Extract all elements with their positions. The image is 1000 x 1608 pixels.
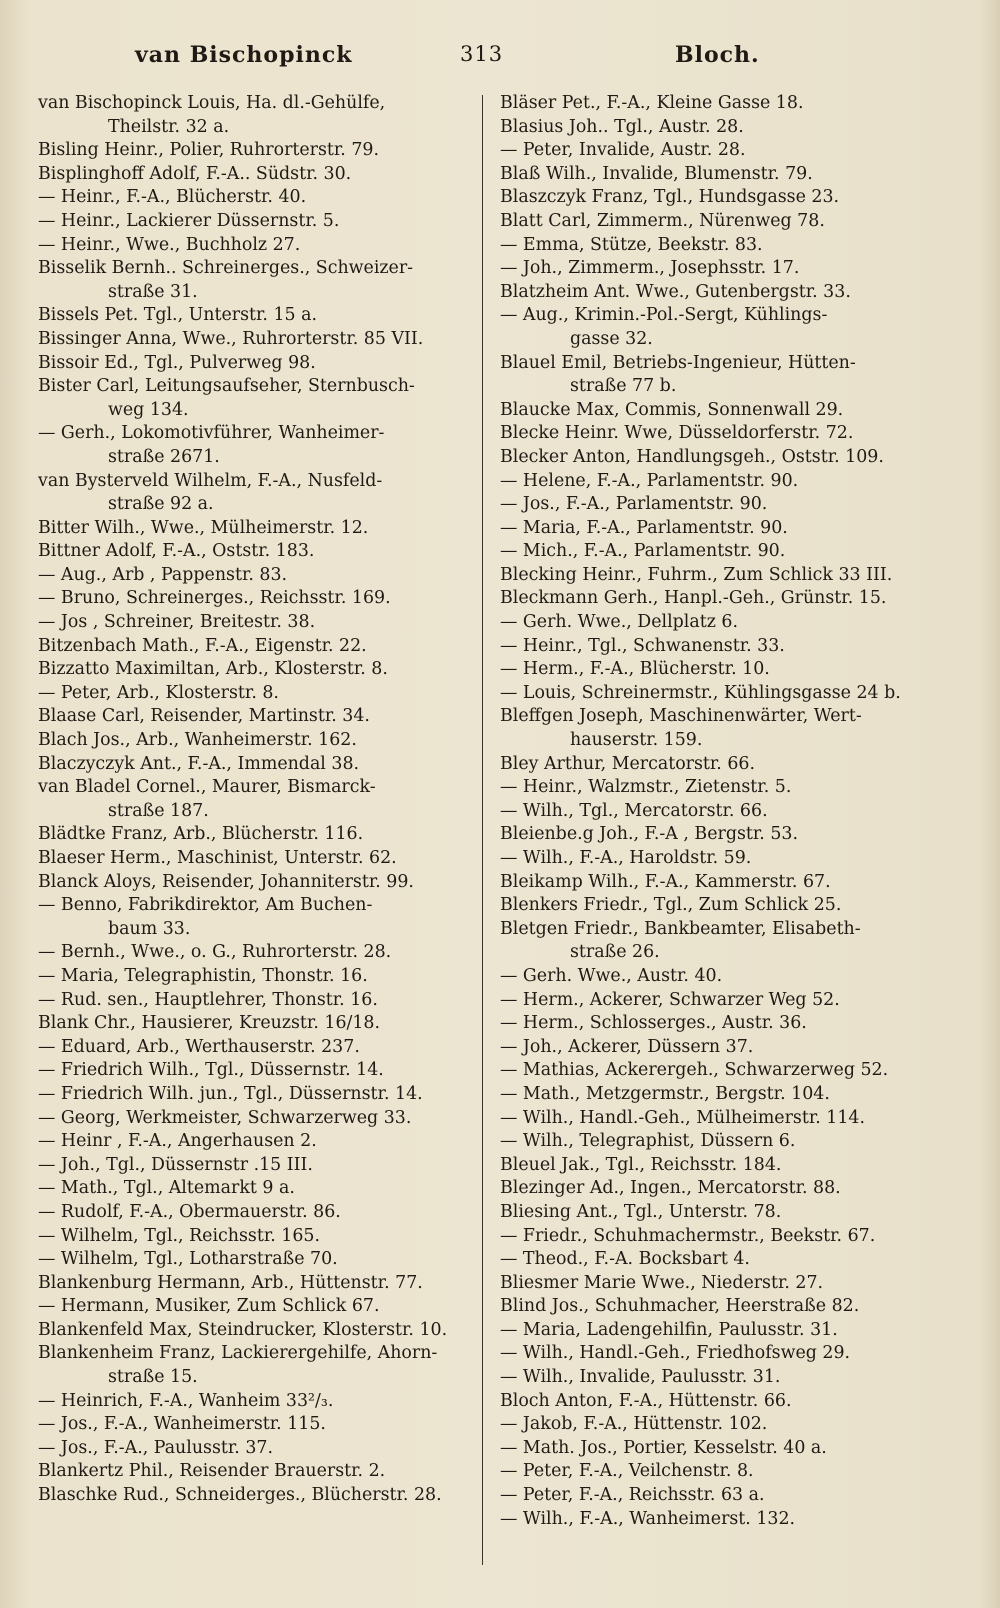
- entry-line: — Wilh., F.-A., Wanheimerst. 132.: [500, 1508, 796, 1529]
- directory-entry: [38, 540, 463, 564]
- entry-line: Bliesing Ant., Tgl., Unterstr. 78.: [500, 1201, 782, 1222]
- directory-entry: [38, 871, 463, 895]
- entry-line: Bletgen Friedr., Bankbeamter, Elisabeth-: [500, 918, 861, 939]
- directory-entry: [38, 1413, 463, 1437]
- directory-entry: [500, 446, 930, 470]
- entry-line: — Benno, Fabrikdirektor, Am Buchen-: [38, 895, 373, 916]
- directory-entry: [500, 989, 930, 1013]
- entry-line: Blind Jos., Schuhmacher, Heerstraße 82.: [500, 1296, 860, 1317]
- directory-entry: [500, 352, 930, 399]
- directory-entry: [500, 517, 930, 541]
- directory-entry: [500, 470, 930, 494]
- entry-line: — Wilh., Telegraphist, Düssern 6.: [500, 1131, 796, 1152]
- entry-line: — Peter, F.-A., Veilchenstr. 8.: [500, 1461, 754, 1482]
- entry-line: Blaczyczyk Ant., F.-A., Immendal 38.: [38, 753, 360, 774]
- entry-line: — Heinrich, F.-A., Wanheim 33²/₃.: [38, 1390, 334, 1411]
- directory-entry: [38, 635, 463, 659]
- directory-entry: [38, 1248, 463, 1272]
- entry-line: Blatt Carl, Zimmerm., Nürenweg 78.: [500, 210, 825, 231]
- entry-line: Bläser Pet., F.-A., Kleine Gasse 18.: [500, 93, 804, 113]
- directory-entry: [500, 186, 930, 210]
- entry-line: Bloch Anton, F.-A., Hüttenstr. 66.: [500, 1390, 792, 1411]
- entry-line: — Aug., Krimin.-Pol.-Sergt, Kühlings-: [500, 305, 828, 326]
- directory-entry: [38, 352, 463, 376]
- entry-line: — Joh., Tgl., Düssernstr .15 III.: [38, 1154, 313, 1175]
- directory-entry: [500, 163, 930, 187]
- entry-line: — Heinr., Walzmstr., Zietenstr. 5.: [500, 777, 792, 798]
- header-first-name: van Bischopinck: [135, 42, 353, 68]
- entry-line: — Wilh., Handl.-Geh., Mülheimerstr. 114.: [500, 1107, 866, 1128]
- entry-line: — Jos , Schreiner, Breitestr. 38.: [38, 612, 316, 633]
- left-column: [38, 92, 463, 1508]
- entry-line: — Math., Tgl., Altemarkt 9 a.: [38, 1178, 295, 1199]
- directory-entry: [38, 1484, 463, 1508]
- entry-line: Blecke Heinr. Wwe, Düsseldorferstr. 72.: [500, 423, 854, 444]
- directory-entry: [38, 753, 463, 777]
- entry-line: Blatzheim Ant. Wwe., Gutenbergstr. 33.: [500, 281, 851, 302]
- directory-entry: [38, 186, 463, 210]
- entry-line: van Bischopinck Louis, Ha. dl.-Gehülfe,: [38, 93, 386, 113]
- entry-line: — Herm., F.-A., Blücherstr. 10.: [500, 659, 770, 680]
- entry-line: Bisselik Bernh.. Schreinerges., Schweizer-: [38, 258, 414, 279]
- directory-entry: [500, 847, 930, 871]
- entry-continuation: hauserstr. 159.: [570, 730, 703, 751]
- directory-entry: [38, 658, 463, 682]
- directory-entry: [38, 1460, 463, 1484]
- column-divider: [482, 95, 483, 1565]
- directory-entry: [500, 918, 930, 965]
- entry-line: — Math., Metzgermstr., Bergstr. 104.: [500, 1083, 830, 1104]
- entry-line: Bley Arthur, Mercatorstr. 66.: [500, 753, 756, 774]
- entry-line: van Bladel Cornel., Maurer, Bismarck-: [38, 777, 376, 798]
- entry-line: — Hermann, Musiker, Zum Schlick 67.: [38, 1296, 380, 1317]
- directory-entry: [500, 1248, 930, 1272]
- entry-continuation: straße 15.: [108, 1367, 198, 1388]
- directory-entry: [500, 1130, 930, 1154]
- directory-entry: [500, 1366, 930, 1390]
- directory-entry: [500, 422, 930, 446]
- directory-entry: [500, 1272, 930, 1296]
- directory-entry: [38, 1390, 463, 1414]
- entry-continuation: straße 26.: [570, 942, 660, 963]
- directory-entry: [38, 989, 463, 1013]
- entry-line: Blaase Carl, Reisender, Martinstr. 34.: [38, 706, 370, 727]
- entry-line: Blach Jos., Arb., Wanheimerstr. 162.: [38, 730, 357, 751]
- entry-line: — Wilh., F.-A., Haroldstr. 59.: [500, 848, 752, 868]
- entry-line: Blaschke Rud., Schneiderges., Blücherstr. 28.: [38, 1485, 442, 1506]
- entry-line: Blädtke Franz, Arb., Blücherstr. 116.: [38, 824, 364, 845]
- directory-entry: [38, 1036, 463, 1060]
- directory-entry: [38, 1107, 463, 1131]
- directory-entry: [500, 658, 930, 682]
- directory-entry: [38, 965, 463, 989]
- entry-line: Blenkers Friedr., Tgl., Zum Schlick 25.: [500, 895, 842, 916]
- entry-line: — Gerh., Lokomotivführer, Wanheimer-: [38, 423, 385, 444]
- directory-entry: [500, 564, 930, 588]
- entry-line: — Wilh., Handl.-Geh., Friedhofsweg 29.: [500, 1343, 851, 1364]
- entry-line: — Maria, Ladengehilfin, Paulusstr. 31.: [500, 1319, 838, 1340]
- entry-line: Bitzenbach Math., F.-A., Eigenstr. 22.: [38, 635, 367, 656]
- entry-line: — Bernh., Wwe., o. G., Ruhrorterstr. 28.: [38, 942, 392, 963]
- entry-line: — Georg, Werkmeister, Schwarzerweg 33.: [38, 1107, 412, 1128]
- directory-entry: [38, 823, 463, 847]
- directory-entry: [500, 894, 930, 918]
- directory-entry: [500, 92, 930, 116]
- entry-line: — Math. Jos., Portier, Kesselstr. 40 a.: [500, 1437, 827, 1458]
- directory-entry: [500, 281, 930, 305]
- entry-line: Bissels Pet. Tgl., Unterstr. 15 a.: [38, 305, 318, 326]
- entry-line: — Helene, F.-A., Parlamentstr. 90.: [500, 470, 799, 491]
- directory-entry: [38, 257, 463, 304]
- entry-line: — Joh., Zimmerm., Josephsstr. 17.: [500, 258, 800, 279]
- entry-line: Bleienbe.g Joh., F.-A , Bergstr. 53.: [500, 824, 798, 845]
- directory-entry: [500, 210, 930, 234]
- entry-line: Blezinger Ad., Ingen., Mercatorstr. 88.: [500, 1178, 841, 1199]
- directory-entry: [500, 1508, 930, 1532]
- directory-entry: [38, 564, 463, 588]
- directory-entry: [500, 800, 930, 824]
- header-last-name: Bloch.: [675, 42, 760, 68]
- directory-entry: [38, 92, 463, 139]
- entry-line: Bitter Wilh., Wwe., Mülheimerstr. 12.: [38, 517, 369, 538]
- directory-entry: [500, 1225, 930, 1249]
- entry-line: Blankenfeld Max, Steindrucker, Klosterstr. 10.: [38, 1319, 448, 1340]
- directory-entry: [38, 705, 463, 729]
- entry-line: — Wilh., Tgl., Mercatorstr. 66.: [500, 800, 768, 821]
- entry-line: — Mathias, Ackerergeh., Schwarzerweg 52.: [500, 1060, 889, 1081]
- directory-entry: [38, 210, 463, 234]
- entry-line: Bizzatto Maximiltan, Arb., Klosterstr. 8.: [38, 659, 388, 680]
- directory-entry: [38, 1012, 463, 1036]
- entry-line: — Jakob, F.-A., Hüttenstr. 102.: [500, 1414, 768, 1435]
- entry-line: Blaucke Max, Commis, Sonnenwall 29.: [500, 399, 844, 420]
- directory-entry: [500, 776, 930, 800]
- entry-continuation: weg 134.: [108, 399, 189, 420]
- entry-line: — Maria, Telegraphistin, Thonstr. 16.: [38, 965, 368, 986]
- directory-entry: [500, 635, 930, 659]
- directory-entry: [38, 139, 463, 163]
- entry-line: — Bruno, Schreinerges., Reichsstr. 169.: [38, 588, 391, 609]
- directory-entry: [500, 705, 930, 752]
- directory-entry: [500, 1083, 930, 1107]
- directory-entry: [38, 1272, 463, 1296]
- entry-line: Bissinger Anna, Wwe., Ruhrorterstr. 85 VII.: [38, 328, 424, 349]
- entry-line: — Jos., F.-A., Paulusstr. 37.: [38, 1437, 273, 1458]
- entry-line: — Wilh., Invalide, Paulusstr. 31.: [500, 1367, 781, 1388]
- entry-line: Bisplinghoff Adolf, F.-A.. Südstr. 30.: [38, 163, 352, 184]
- right-column: [500, 92, 930, 1531]
- directory-entry: [500, 1437, 930, 1461]
- directory-entry: [38, 894, 463, 941]
- entry-line: Blecker Anton, Handlungsgeh., Oststr. 109.: [500, 446, 884, 467]
- entry-line: — Gerh. Wwe., Dellplatz 6.: [500, 612, 739, 633]
- entry-line: — Heinr , F.-A., Angerhausen 2.: [38, 1131, 317, 1152]
- entry-line: — Wilhelm, Tgl., Reichsstr. 165.: [38, 1225, 320, 1246]
- entry-line: — Friedrich Wilh. jun., Tgl., Düssernstr. 14.: [38, 1083, 423, 1104]
- entry-line: Blaeser Herm., Maschinist, Unterstr. 62.: [38, 848, 397, 868]
- directory-entry: [38, 587, 463, 611]
- directory-entry: [500, 1177, 930, 1201]
- directory-entry: [500, 493, 930, 517]
- directory-entry: [500, 1342, 930, 1366]
- entry-line: Bleikamp Wilh., F.-A., Kammerstr. 67.: [500, 871, 831, 892]
- directory-entry: [38, 517, 463, 541]
- entry-line: Blank Chr., Hausierer, Kreuzstr. 16/18.: [38, 1013, 381, 1034]
- entry-line: — Heinr., Wwe., Buchholz 27.: [38, 234, 301, 255]
- directory-entry: [500, 116, 930, 140]
- directory-entry: [500, 1390, 930, 1414]
- directory-entry: [500, 1295, 930, 1319]
- entry-line: Bister Carl, Leitungsaufseher, Sternbusch-: [38, 376, 415, 397]
- directory-entry: [500, 139, 930, 163]
- entry-line: — Heinr., Lackierer Düssernstr. 5.: [38, 210, 340, 231]
- entry-continuation: baum 33.: [108, 918, 191, 939]
- entry-line: — Wilhelm, Tgl., Lotharstraße 70.: [38, 1249, 338, 1270]
- directory-entry: [38, 328, 463, 352]
- entry-line: — Friedr., Schuhmachermstr., Beekstr. 67.: [500, 1225, 876, 1246]
- directory-entry: [38, 729, 463, 753]
- entry-line: Bittner Adolf, F.-A., Oststr. 183.: [38, 541, 315, 562]
- directory-entry: [38, 375, 463, 422]
- directory-entry: [500, 753, 930, 777]
- directory-entry: [500, 1319, 930, 1343]
- directory-entry: [38, 847, 463, 871]
- entry-continuation: Theilstr. 32 a.: [108, 116, 230, 137]
- entry-line: van Bysterveld Wilhelm, F.-A., Nusfeld-: [38, 470, 383, 491]
- directory-entry: [38, 163, 463, 187]
- directory-entry: [38, 1342, 463, 1389]
- entry-continuation: straße 77 b.: [570, 376, 677, 397]
- entry-line: — Theod., F.-A. Bocksbart 4.: [500, 1249, 750, 1270]
- entry-line: Blasius Joh.. Tgl., Austr. 28.: [500, 116, 744, 137]
- directory-entry: [500, 682, 930, 706]
- directory-entry: [500, 1413, 930, 1437]
- entry-line: — Peter, F.-A., Reichsstr. 63 a.: [500, 1485, 765, 1506]
- directory-entry: [500, 1036, 930, 1060]
- directory-entry: [38, 611, 463, 635]
- directory-entry: [38, 1437, 463, 1461]
- entry-line: — Joh., Ackerer, Düssern 37.: [500, 1036, 754, 1057]
- entry-line: Bleuel Jak., Tgl., Reichsstr. 184.: [500, 1154, 782, 1175]
- directory-entry: [38, 1177, 463, 1201]
- entry-line: Blankenburg Hermann, Arb., Hüttenstr. 77.: [38, 1272, 423, 1293]
- entry-line: — Emma, Stütze, Beekstr. 83.: [500, 234, 763, 255]
- directory-entry: [500, 1484, 930, 1508]
- directory-entry: [500, 234, 930, 258]
- entry-line: — Jos., F.-A., Wanheimerstr. 115.: [38, 1414, 326, 1435]
- entry-line: — Herm., Schlosserges., Austr. 36.: [500, 1013, 807, 1034]
- directory-entry: [500, 611, 930, 635]
- directory-entry: [500, 540, 930, 564]
- entry-line: Bliesmer Marie Wwe., Niederstr. 27.: [500, 1272, 824, 1293]
- entry-line: — Eduard, Arb., Werthauserstr. 237.: [38, 1036, 360, 1057]
- entry-line: — Heinr., F.-A., Blücherstr. 40.: [38, 187, 307, 208]
- directory-entry: [38, 422, 463, 469]
- entry-line: — Rudolf, F.-A., Obermauerstr. 86.: [38, 1201, 341, 1222]
- entry-line: Blauel Emil, Betriebs-Ingenieur, Hütten-: [500, 352, 856, 373]
- entry-line: Bissoir Ed., Tgl., Pulverweg 98.: [38, 352, 316, 373]
- entry-line: — Friedrich Wilh., Tgl., Düssernstr. 14.: [38, 1060, 384, 1081]
- entry-continuation: straße 2671.: [108, 446, 220, 467]
- entry-continuation: straße 187.: [108, 800, 209, 821]
- directory-entry: [38, 470, 463, 517]
- directory-entry: [500, 1460, 930, 1484]
- entry-line: — Peter, Arb., Klosterstr. 8.: [38, 682, 279, 703]
- entry-line: — Heinr., Tgl., Schwanenstr. 33.: [500, 635, 785, 656]
- entry-line: — Peter, Invalide, Austr. 28.: [500, 140, 746, 161]
- directory-entry: [38, 1059, 463, 1083]
- page-header: [0, 42, 1000, 82]
- directory-entry: [38, 776, 463, 823]
- directory-entry: [500, 399, 930, 423]
- entry-line: — Mich., F.-A., Parlamentstr. 90.: [500, 541, 786, 562]
- entry-line: — Jos., F.-A., Parlamentstr. 90.: [500, 494, 768, 515]
- entry-continuation: gasse 32.: [570, 328, 653, 349]
- entry-line: Blaß Wilh., Invalide, Blumenstr. 79.: [500, 163, 813, 184]
- directory-entry: [500, 871, 930, 895]
- entry-line: Bisling Heinr., Polier, Ruhrorterstr. 79.: [38, 140, 380, 161]
- entry-continuation: straße 31.: [108, 281, 198, 302]
- directory-entry: [500, 1107, 930, 1131]
- directory-entry: [500, 1201, 930, 1225]
- entry-line: Blankenheim Franz, Lackierergehilfe, Ahorn-: [38, 1343, 438, 1364]
- directory-entry: [500, 965, 930, 989]
- entry-continuation: straße 92 a.: [108, 494, 214, 515]
- entry-line: — Aug., Arb , Pappenstr. 83.: [38, 564, 288, 585]
- directory-entry: [500, 257, 930, 281]
- entry-line: Bleckmann Gerh., Hanpl.-Geh., Grünstr. 15.: [500, 588, 887, 609]
- entry-line: — Gerh. Wwe., Austr. 40.: [500, 965, 723, 986]
- directory-entry: [500, 1012, 930, 1036]
- directory-entry: [38, 1201, 463, 1225]
- entry-line: — Louis, Schreinermstr., Kühlingsgasse 24 b.: [500, 682, 901, 703]
- directory-entry: [38, 1130, 463, 1154]
- entry-line: Blecking Heinr., Fuhrm., Zum Schlick 33 III.: [500, 564, 893, 585]
- directory-entry: [38, 941, 463, 965]
- entry-line: Blanck Aloys, Reisender, Johanniterstr. 99.: [38, 871, 414, 892]
- directory-entry: [38, 1083, 463, 1107]
- entry-line: — Maria, F.-A., Parlamentstr. 90.: [500, 517, 788, 538]
- directory-entry: [38, 234, 463, 258]
- directory-entry: [500, 1059, 930, 1083]
- entry-line: — Herm., Ackerer, Schwarzer Weg 52.: [500, 989, 840, 1010]
- directory-entry: [38, 1295, 463, 1319]
- directory-entry: [38, 304, 463, 328]
- directory-entry: [500, 1154, 930, 1178]
- entry-line: — Rud. sen., Hauptlehrer, Thonstr. 16.: [38, 989, 378, 1010]
- page-number: 313: [460, 42, 504, 66]
- directory-entry: [500, 587, 930, 611]
- entry-line: Blaszczyk Franz, Tgl., Hundsgasse 23.: [500, 187, 840, 208]
- directory-entry: [500, 304, 930, 351]
- entry-line: Bleffgen Joseph, Maschinenwärter, Wert-: [500, 706, 862, 727]
- entry-line: Blankertz Phil., Reisender Brauerstr. 2.: [38, 1461, 386, 1482]
- directory-entry: [500, 823, 930, 847]
- directory-entry: [38, 1225, 463, 1249]
- directory-entry: [38, 1319, 463, 1343]
- directory-entry: [38, 682, 463, 706]
- directory-entry: [38, 1154, 463, 1178]
